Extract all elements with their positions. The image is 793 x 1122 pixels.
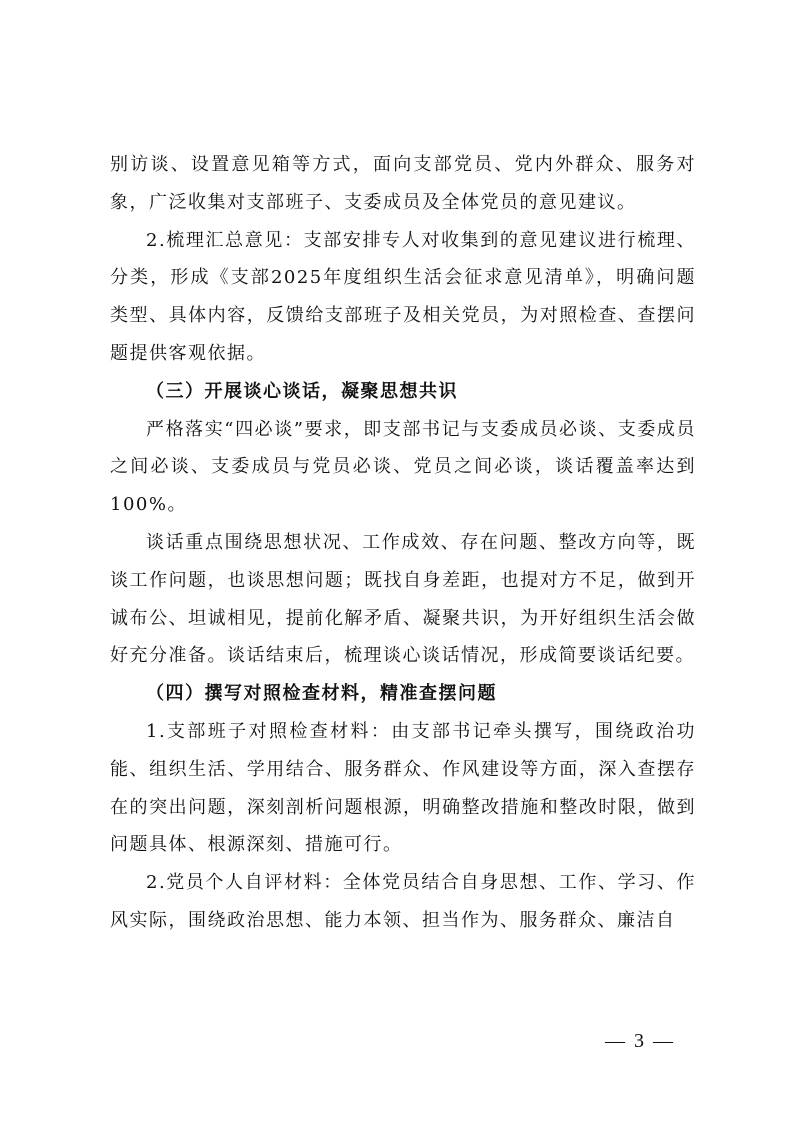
page-number: — 3 — — [605, 1030, 675, 1052]
paragraph-collect-opinions: 2.梳理汇总意见：支部安排专人对收集到的意见建议进行梳理、分类，形成《支部2025年度组织生活会征求意见清单》，明确问题类型、具体内容，反馈给支部班子及相关党员，为对照检查、查摆问题提供客观依据。 — [110, 229, 696, 364]
document-body — [110, 146, 696, 940]
paragraph-talk-focus: 谈话重点围绕思想状况、工作成效、存在问题、整改方向等，既谈工作问题，也谈思想问题；既找自身差距，也提对方不足，做到开诚布公、坦诚相见，提前化解矛盾、凝聚共识，为开好组织生活会做好充分准备。谈话结束后，梳理谈心谈话情况，形成简要谈话纪要。 — [110, 531, 696, 667]
paragraph-member-self-evaluation: 2.党员个人自评材料：全体党员结合自身思想、工作、学习、作风实际，围绕政治思想、能力本领、担当作为、服务群众、廉洁自 — [110, 872, 696, 931]
paragraph-four-must-talks: 严格落实“四必谈”要求，即支部书记与支委成员必谈、支委成员之间必谈、支委成员与党员必谈、党员之间必谈，谈话覆盖率达到100%。 — [110, 418, 696, 516]
section-heading-self-examination: （四）撰写对照检查材料，精准查摆问题 — [146, 683, 497, 705]
section-heading-heart-to-heart-talks: （三）开展谈心谈话，凝聚思想共识 — [146, 380, 458, 402]
paragraph-branch-materials: 1.支部班子对照检查材料：由支部书记牵头撰写，围绕政治功能、组织生活、学用结合、服务群众、作风建设等方面，深入查摆存在的突出问题，深刻剖析问题根源，明确整改措施和整改时限，做到问题具体、根源深刻、措施可行。 — [110, 720, 696, 856]
paragraph-continuation: 别访谈、设置意见箱等方式，面向支部党员、党内外群众、服务对象，广泛收集对支部班子、支委成员及全体党员的意见建议。 — [110, 154, 696, 213]
